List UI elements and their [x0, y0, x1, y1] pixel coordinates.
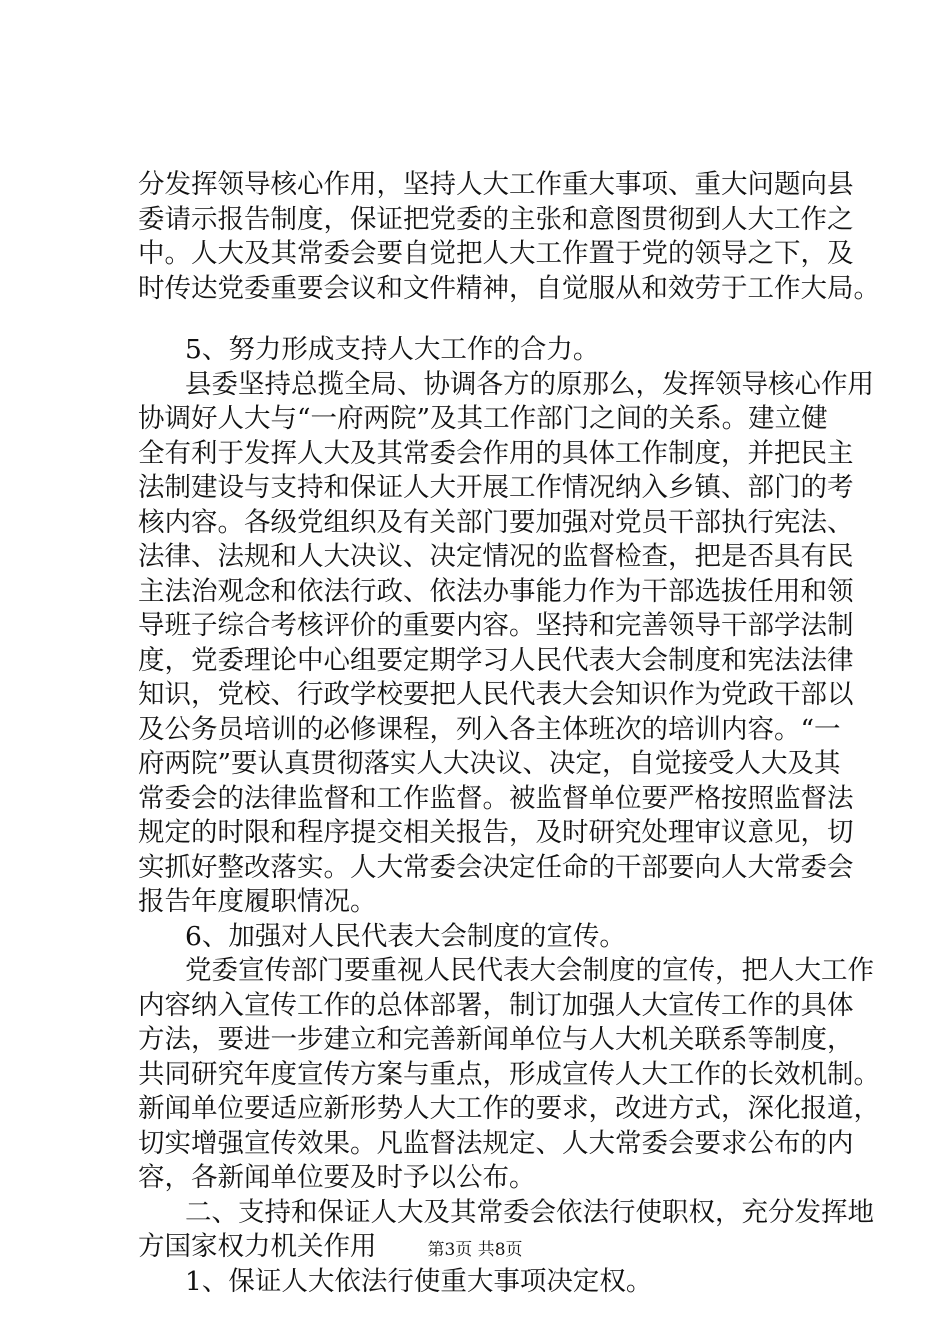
body-line: 法制建设与支持和保证人大开展工作情况纳入乡镇、部门的考 [138, 472, 854, 503]
page-number-label: 第3页 共8页 [427, 1240, 523, 1260]
body-line: 党委宣传部门要重视人民代表大会制度的宣传，把人大工作 [185, 955, 874, 986]
body-line: 主法治观念和依法行政、依法办事能力作为干部选拔任用和领 [138, 575, 854, 607]
body-line: 分发挥领导核心作用，坚持人大工作重大事项、重大问题向县 [138, 169, 854, 200]
section-heading-6: 6、加强对人民代表大会制度的宣传。 [185, 920, 626, 952]
document-body [138, 168, 880, 1299]
body-line: 法律、法规和人大决议、决定情况的监督检查，把是否具有民 [138, 541, 854, 572]
body-line: 县委坚持总揽全局、协调各方的原那么，发挥领导核心作用 [185, 368, 874, 400]
body-line: 委请示报告制度，保证把党委的主张和意图贯彻到人大工作之 [138, 203, 854, 235]
body-line: 新闻单位要适应新形势人大工作的要求，改进方式，深化报道， [138, 1093, 880, 1124]
body-line: 容，各新闻单位要及时予以公布。 [138, 1162, 536, 1193]
body-line: 方法，要进一步建立和完善新闻单位与人大机关联系等制度， [138, 1024, 854, 1055]
body-line: 报告年度履职情况。 [138, 886, 377, 917]
body-line: 府两院”要认真贯彻落实人大决议、决定，自觉接受人大及其 [138, 748, 841, 779]
body-line: 实抓好整改落实。人大常委会决定任命的干部要向人大常委会 [138, 851, 854, 883]
body-line: 及公务员培训的必修课程，列入各主体班次的培训内容。“一 [138, 713, 841, 745]
body-line: 共同研究年度宣传方案与重点，形成宣传人大工作的长效机制。 [138, 1058, 880, 1090]
body-line: 时传达党委重要会议和文件精神，自觉服从和效劳于工作大局。 [138, 272, 880, 304]
body-line: 协调好人大与“一府两院”及其工作部门之间的关系。建立健 [138, 403, 828, 434]
body-line: 规定的时限和程序提交相关报告，及时研究处理审议意见，切 [138, 817, 854, 848]
body-line: 常委会的法律监督和工作监督。被监督单位要严格按照监督法 [138, 782, 854, 814]
section-heading-1: 1、保证人大依法行使重大事项决定权。 [185, 1265, 653, 1297]
section-heading-part-2: 二、支持和保证人大及其常委会依法行使职权，充分发挥地 [185, 1196, 874, 1228]
body-line: 知识，党校、行政学校要把人民代表大会知识作为党政干部以 [138, 679, 854, 710]
body-line: 度，党委理论中心组要定期学习人民代表大会制度和宪法法律 [138, 644, 854, 676]
page-footer [0, 1235, 950, 1260]
body-line: 全有利于发挥人大及其常委会作用的具体工作制度，并把民主 [138, 437, 854, 469]
section-heading-part-2-cont: 方国家权力机关作用 [138, 1231, 377, 1262]
paragraph-gap [138, 306, 850, 333]
body-line: 导班子综合考核评价的重要内容。坚持和完善领导干部学法制 [138, 610, 854, 641]
body-line: 内容纳入宣传工作的总体部署，制订加强人大宣传工作的具体 [138, 989, 854, 1021]
body-line: 核内容。各级党组织及有关部门要加强对党员干部执行宪法、 [138, 506, 854, 538]
section-heading-5: 5、努力形成支持人大工作的合力。 [185, 334, 600, 365]
body-line: 切实增强宣传效果。凡监督法规定、人大常委会要求公布的内 [138, 1127, 854, 1159]
body-line: 中。人大及其常委会要自觉把人大工作置于党的领导之下，及 [138, 238, 854, 269]
